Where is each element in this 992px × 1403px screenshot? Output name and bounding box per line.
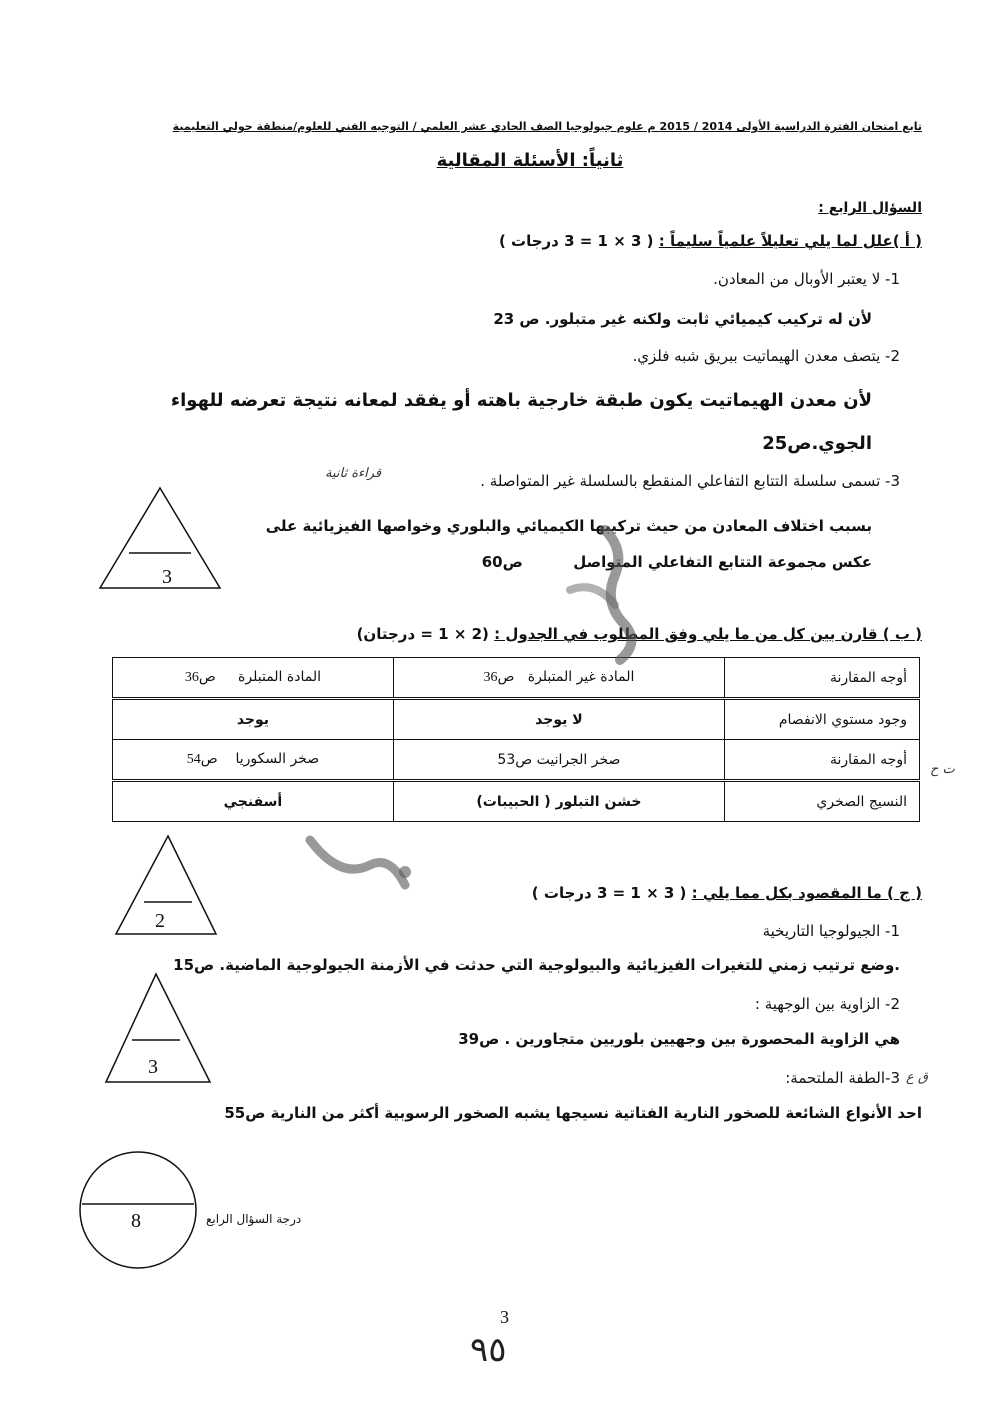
part-c-margin-note: ق ع: [906, 1070, 928, 1085]
table-row: [113, 658, 920, 699]
part-a-answer-3-page: ص60: [481, 553, 523, 571]
part-c-term-3: 3-الطفة الملتحمة:: [785, 1069, 900, 1087]
question-label: السؤال الرابع :: [818, 200, 922, 216]
section-title: ثانياً: الأسئلة المقالية: [436, 150, 624, 171]
table-cell: لا يوجد: [393, 699, 724, 740]
part-c-definition-1: .وضع ترتيب زمني للتغيرات الفيزيائية والبيولوجية التي حدثت في الأزمنة الجيولوجية الماضية. ص15: [173, 956, 900, 974]
part-c-term-2: 2- الزاوية بين الوجهية :: [754, 995, 900, 1013]
table-cell: أوجه المقارنة: [725, 740, 920, 781]
part-b-marks: (2 × 1 = درجتان): [356, 625, 489, 643]
stamp-mark-icon: [300, 820, 430, 890]
exam-header: تابع امتحان الفترة الدراسية الأولى 2014 / 2015 م علوم جيولوجيا الصف الحادي عشر العلمي / التوجيه الفني للعلوم/منطقة حولي التعليمية: [172, 120, 922, 133]
part-a-answer-3-line2: [482, 553, 872, 571]
part-c-marks: ( 3 × 1 = 3 درجات ): [531, 884, 687, 902]
handwritten-number: ٩٥: [470, 1330, 507, 1370]
part-c-term-1: 1- الجيولوجيا التاريخية: [762, 922, 900, 940]
part-a-marks: ( 3 × 1 = 3 درجات ): [498, 232, 654, 250]
part-a-answer-2-line1: لأن معدن الهيماتيت يكون طبقة خارجية باهته أو يفقد لمعانه نتيجة تعرضه للهواء: [170, 390, 872, 411]
total-label: درجة السؤال الرابع: [206, 1212, 302, 1226]
table-cell: أسفنجي: [113, 781, 394, 822]
comparison-table: [112, 657, 920, 822]
table-cell: النسيج الصخري: [725, 781, 920, 822]
table-cell: المادة المتبلرة ص36: [113, 658, 394, 699]
part-b-heading-text: ( ب ) قارن بين كل من ما يلي وفق المطلوب في الجدول :: [494, 625, 922, 643]
part-a-answer-3-text: عكس مجموعة التتابع التفاعلي المتواصل: [573, 553, 872, 571]
part-a-margin-note: قراءة ثانية: [325, 466, 382, 481]
table-cell: صخر السكوريا ص54: [113, 740, 394, 781]
table-cell: أوجه المقارنة: [725, 658, 920, 699]
part-a-question-2: 2- يتصف معدن الهيماتيت ببريق شبه فلزي.: [632, 347, 900, 365]
table-cell: خشن التبلور ( الحبيبات): [393, 781, 724, 822]
table-cell: يوجد: [113, 699, 394, 740]
part-a-answer-1: لأن له تركيب كيميائي ثابت ولكنه غير متبلور. ص 23: [493, 310, 872, 328]
part-c-definition-3: احد الأنواع الشائعة للصخور النارية الفتاتية نسيجها يشبه الصخور الرسوبية أكثر من النارية ص55: [224, 1104, 922, 1122]
stamp-mark-icon: [545, 520, 645, 670]
table-row: [113, 699, 920, 740]
table-cell: صخر الجرانيت ص53: [393, 740, 724, 781]
part-a-question-3: 3- تسمى سلسلة التتابع التفاعلي المنقطع بالسلسلة غير المتواصلة .: [480, 472, 900, 490]
score-triangle-a: [96, 484, 226, 596]
score-triangle-c: [102, 970, 214, 1088]
part-a-answer-2-line2: الجوي.ص25: [762, 433, 872, 454]
score-c: 3: [148, 1056, 158, 1078]
page-number: 3: [500, 1307, 509, 1327]
part-a-heading-text: ( أ )علل لما يلي تعليلاً علمياً سليماً :: [658, 232, 922, 250]
part-a-question-1: 1- لا يعتبر الأوبال من المعادن.: [713, 270, 900, 288]
total-score: 8: [131, 1210, 141, 1232]
score-triangle-b: [112, 832, 222, 940]
table-row: [113, 740, 920, 781]
part-c-heading: [532, 884, 922, 902]
table-row: [113, 781, 920, 822]
part-a-answer-3-line1: بسبب اختلاف المعادن من حيث تركيبها الكيميائي والبلوري وخواصها الفيزيائية على: [265, 517, 872, 535]
part-c-heading-text: ( ج ) ما المقصود بكل مما يلي :: [691, 884, 922, 902]
table-cell: المادة غير المتبلرة ص36: [393, 658, 724, 699]
score-b: 2: [155, 910, 165, 932]
part-b-margin-note: ت ح: [930, 762, 955, 777]
part-c-definition-2: هي الزاوية المحصورة بين وجهيين بلوريين متجاورين . ص39: [458, 1030, 900, 1048]
part-a-heading: [499, 232, 922, 250]
score-a: 3: [162, 566, 172, 588]
table-cell: وجود مستوي الانفصام: [725, 699, 920, 740]
